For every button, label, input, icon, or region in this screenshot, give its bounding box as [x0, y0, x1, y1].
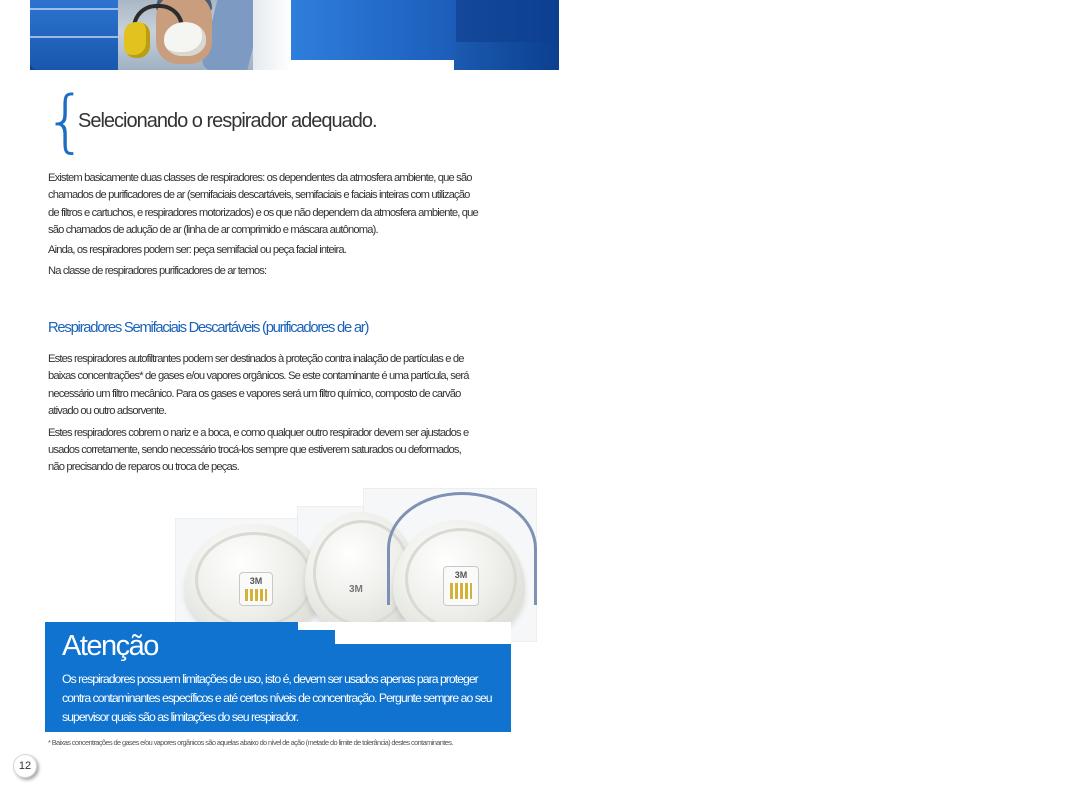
attention-body: Os respiradores possuem limitações de uso, isto é, devem ser usados apenas para proteger contra contaminantes específicos e até certos níveis de concentração. Pergunte sempre ao seu supervisor quais são as limitações do seu respirador. [62, 672, 492, 724]
intro-paragraph: Existem basicamente duas classes de respiradores: os dependentes da atmosfera ambiente, que são chamados de purificadores de ar (semifaciais descartáveis, semifaciais e faciais inteiras com utilização de filtros e cartuchos, e respiradores motorizados) e os que não dependem da atmosfera ambiente, que são chamados de adução de ar (linha de ar comprimido e máscara autônoma). [48, 172, 478, 237]
intro-text [48, 170, 478, 280]
banner-gap [291, 60, 454, 70]
intro-paragraph: Na classe de respiradores purificadores de ar temos: [48, 265, 267, 278]
banner-left-stripe [0, 0, 30, 70]
intro-paragraph: Ainda, os respiradores podem ser: peça semifacial ou peça facial inteira. [48, 243, 347, 256]
section-paragraph: Estes respiradores cobrem o nariz e a boca, e como qualquer outro respirador devem ser ajustados e usados corretamente, sendo necessário trocá-los sempre que estiverem saturados ou deformados, não precisando de reparos ou troca de peças. [48, 426, 469, 474]
photo-background-wall [253, 0, 291, 70]
attention-box [45, 622, 511, 732]
section-subtitle: Respiradores Semifaciais Descartáveis (purificadores de ar) [48, 320, 369, 336]
banner-panel-right [456, 0, 559, 42]
banner-panel-left [30, 0, 120, 70]
page-title: Selecionando o respirador adequado. [78, 110, 377, 132]
earmuff-icon [124, 22, 150, 58]
attention-box-cutout [335, 630, 511, 644]
valve-grid [450, 583, 472, 599]
mask-logo: 3M [349, 584, 363, 595]
banner-line [30, 8, 120, 10]
face-mask-icon [164, 22, 206, 56]
mask-logo: 3M [249, 576, 263, 586]
banner-line [30, 36, 120, 38]
attention-box-cutout [298, 622, 511, 630]
exhalation-valve-icon [239, 572, 273, 606]
worker-photo [118, 0, 291, 70]
exhalation-valve-icon [443, 566, 479, 606]
mask-logo: 3M [454, 570, 468, 580]
banner-panel-center [291, 0, 456, 60]
heading-brace: { [44, 82, 88, 161]
header-banner [0, 0, 559, 70]
footnote: * Baixas concentrações de gases e/ou vapores orgânicos são aquelas abaixo do nível de ação (metade do limite de tolerância) destes contaminantes. [48, 738, 453, 747]
attention-title: Atenção [62, 630, 158, 662]
page-number: 12 [13, 754, 37, 778]
respirators-illustration [175, 488, 535, 640]
section-paragraph: Estes respiradores autofiltrantes podem ser destinados à proteção contra inalação de partículas e de baixas concentrações* de gases e/ou vapores orgânicos. Se este contaminante é uma partícula, será necessário um filtro mecânico. Para os gases e vapores será um filtro químico, composto de carvão ativado ou outro adsorvente. [48, 353, 469, 418]
section-text [48, 351, 478, 477]
valve-grid [245, 589, 267, 601]
